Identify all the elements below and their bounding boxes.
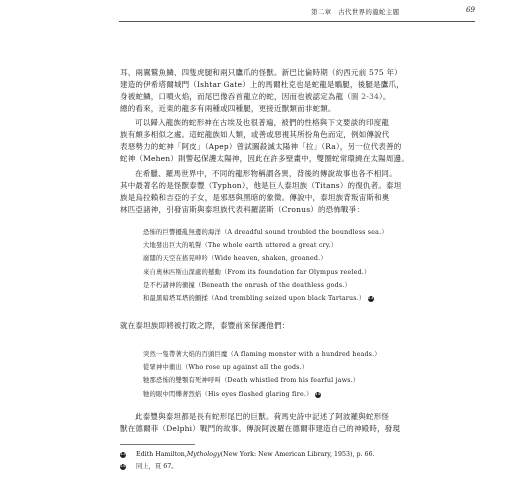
paragraph-4 <box>120 320 475 332</box>
quote-line: 廣闊的天空在搖晃呻吟（Wide heaven, shaken, groaned.） <box>143 255 327 263</box>
footnote-number: 13 <box>120 452 126 457</box>
footnote-14 <box>120 461 475 473</box>
text-line: 獸在德爾菲（Delphi）戰鬥的故事。傳說阿波羅在德爾菲建造自己的神殿時，發現 <box>120 424 401 433</box>
poem-quote-1 <box>143 226 483 305</box>
text-line: 建造的伊希塔爾城門（Ishtar Gate）上的馬爾杜克也是蛇龍是鵰腿，後腿是鷹爪， <box>120 80 404 89</box>
quote-line: 和最黑暗塔耳塔的顫揉（And trembling seized upon black Tartarus.） 13 <box>143 295 374 303</box>
text-line: 蛇神（Mehen）則警起保護太陽神，因此在許多壁畫中，雙圈蛇常環繞在太陽周邊。 <box>120 154 410 163</box>
text-line: 林匹亞諸神，引發宙斯與泰坦族代表科羅諾斯（Cronus）的恐怖戰爭： <box>120 205 365 214</box>
quote-line: 從眾神中衝出（Who rose up against all the gods.） <box>143 364 309 372</box>
quote-line: 是不朽諸神的衝撞（Beneath the onrush of the deathless gods.） <box>143 281 351 289</box>
text-line: 就在泰坦族即將被打敗之際，泰豐前來保護他們： <box>120 321 290 330</box>
text-line: 可以歸入龍族的蛇形神在古埃及也很普遍，被們的性格與下文要談的印度龍 <box>135 118 390 127</box>
text-line: 在希臘、羅馬世界中，不同的龍形物稱謂各異，背後的傳說故事也各不相同。 <box>135 169 397 178</box>
footnote-marker[interactable]: 14 <box>314 391 321 397</box>
quote-line: 牠那恐怖的雙顎有死神呼叫（Death whistled from his fearful jaws.） <box>143 377 360 385</box>
text-line: 身被蛇鱗，口噴火焰，而尾巴像吞首龍立的蛇，因而也被認定為龍（圖 2-34）。 <box>120 92 391 101</box>
text-line: 表惡勢力的蛇神「阿皮」（Apep）曾試圖殺滅太陽神「拉」（Ra），另一位代表善的 <box>120 142 402 151</box>
footnote-details: (New York: New American Library, 1953), p. 66. <box>220 451 375 458</box>
footnote-book-title: Mythology <box>186 451 221 458</box>
text-line: 族是烏拉賴和吉亞的子女，是邪惡與黑暗的象徵。傳說中，泰坦族背叛宙斯和奧 <box>120 193 390 202</box>
text-line: 族有頗多相似之處。這蛇龍族如人類，或善或惡視其所扮角色而定，例如傳說代 <box>120 130 390 139</box>
quote-line: 牠的眼中閃爍著烈焰（His eyes flashed glaring fire.） 14 <box>143 390 321 398</box>
quote-line: 恐怖的巨響擾亂無邊的海洋（A dreadful sound troubled the boundless sea.） <box>143 229 388 236</box>
footnote-13 <box>120 449 475 461</box>
paragraph-1 <box>120 67 475 115</box>
text-line: 此泰豐與泰坦都是長有蛇形尾巴的巨獸。荷馬史詩中記述了阿波羅與蛇形怪 <box>135 412 390 421</box>
paragraph-5 <box>120 411 475 435</box>
text-line: 耳、兩翼鷲魚鱗、四隻虎腿和兩只鷹爪的怪獸。新巴比倫時期（約西元前 575 年） <box>120 68 402 77</box>
quote-line: 突然一隻帶著大焰的百頭巨魔（A flaming monster with a hundred heads.） <box>143 351 381 358</box>
footnote-number: 14 <box>120 464 126 469</box>
figure-reference: 圖 2-34 <box>351 92 379 101</box>
text-line: 其中最著名的是怪獸泰豐（Typhon），他是巨人泰坦族（Titans）的復仇者。泰坦 <box>120 181 402 190</box>
paragraph-2 <box>120 117 475 165</box>
text-line: 總的看來，近東的龍多有兩種或四種腿，更接近獸類而非蛇類。 <box>120 104 336 113</box>
page-number: 69 <box>466 6 475 14</box>
footnote-rule <box>120 444 195 445</box>
paragraph-3 <box>120 168 475 216</box>
footnote-text: 同上，頁 67。 <box>136 463 178 470</box>
header-rule <box>119 21 475 22</box>
quote-line: 來自奧林匹斯山深處的撼動（From its foundation far Olympus reeled.） <box>143 268 371 276</box>
quote-line: 大地發出巨大的吼聲（The whole earth uttered a great cry.） <box>143 242 338 250</box>
poem-quote-2 <box>143 348 483 401</box>
footnotes <box>120 449 475 473</box>
footnote-marker[interactable]: 13 <box>367 296 374 302</box>
footnote-author: Edith Hamilton, <box>136 451 187 458</box>
running-header: 第二章 古代世界的龍蛇主題 <box>311 8 400 16</box>
